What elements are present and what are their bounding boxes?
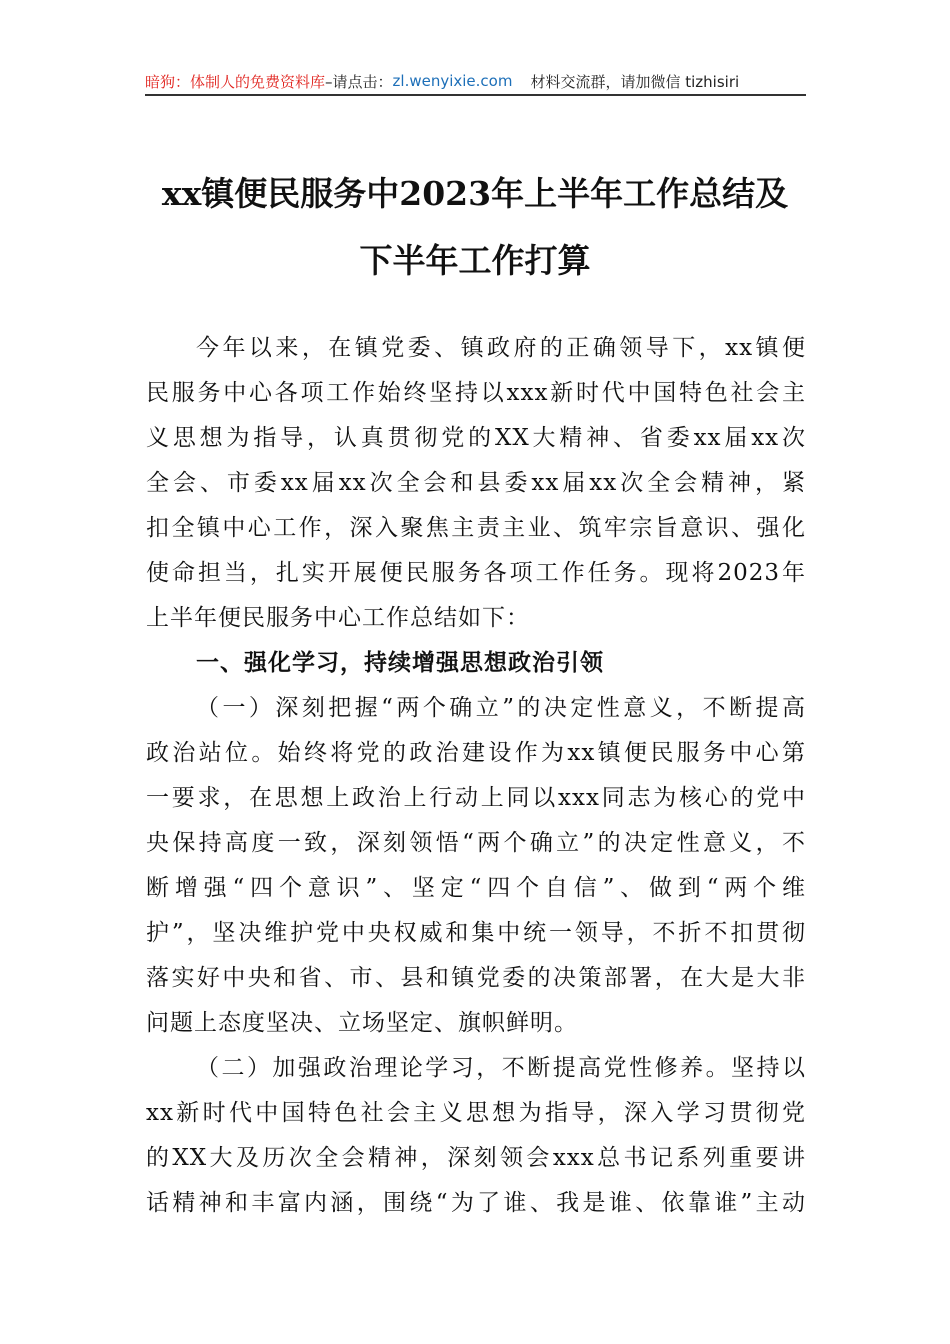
paragraph — [146, 326, 806, 641]
document-body — [146, 326, 806, 1226]
text-line: 政治站位。始终将党的政治建设作为xx镇便民服务中心第 — [146, 740, 806, 766]
document-title — [100, 160, 850, 294]
contact-text: 材料交流群，请加微信 tizhisiri — [530, 72, 740, 91]
click-prompt: –请点击： — [325, 72, 393, 91]
text-line: 使命担当，扎实开展便民服务各项工作任务。现将2023年 — [146, 560, 806, 586]
text-line: 话精神和丰富内涵，围绕“为了谁、我是谁、依靠谁”主动 — [146, 1190, 806, 1216]
paragraph — [146, 686, 806, 1046]
text-line: 落实好中央和省、市、县和镇党委的决策部署，在大是大非 — [146, 965, 806, 991]
header-divider — [145, 94, 806, 96]
text-line: 全会、市委xx届xx次全会和县委xx届xx次全会精神，紧 — [146, 470, 806, 496]
text-line: 一、强化学习，持续增强思想政治引领 — [196, 650, 604, 676]
text-line: 护”，坚决维护党中央权威和集中统一领导，不折不扣贯彻 — [146, 920, 806, 946]
text-line: 扣全镇中心工作，深入聚焦主责主业、筑牢宗旨意识、强化 — [146, 515, 806, 541]
text-line: 民服务中心各项工作始终坚持以xxx新时代中国特色社会主 — [146, 380, 806, 406]
paragraph — [146, 1046, 806, 1226]
text-line: 问题上态度坚决、立场坚定、旗帜鲜明。 — [146, 1010, 578, 1036]
title-line: xx镇便民服务中2023年上半年工作总结及 — [161, 174, 789, 213]
website-link[interactable]: zl.wenyixie.com — [392, 72, 513, 90]
text-line: 今年以来，在镇党委、镇政府的正确领导下，xx镇便 — [196, 335, 806, 361]
promo-text: 暗狗：体制人的免费资料库 — [145, 72, 326, 91]
text-line: 央保持高度一致，深刻领悟“两个确立”的决定性意义，不 — [146, 830, 806, 856]
text-line: （一）深刻把握“两个确立”的决定性意义，不断提高 — [196, 695, 806, 721]
text-line: 断增强“四个意识”、坚定“四个自信”、做到“两个维 — [146, 875, 806, 901]
title-line: 下半年工作打算 — [359, 241, 591, 280]
text-line: （二）加强政治理论学习，不断提高党性修养。坚持以 — [196, 1055, 806, 1081]
text-line: xx新时代中国特色社会主义思想为指导，深入学习贯彻党 — [146, 1100, 806, 1126]
text-line: 一要求，在思想上政治上行动上同以xxx同志为核心的党中 — [146, 785, 806, 811]
section-heading — [146, 641, 806, 686]
text-line: 的XX大及历次全会精神，深刻领会xxx总书记系列重要讲 — [146, 1145, 806, 1171]
page-header-banner — [145, 70, 806, 92]
text-line: 义思想为指导，认真贯彻党的XX大精神、省委xx届xx次 — [146, 425, 806, 451]
text-line: 上半年便民服务中心工作总结如下： — [146, 605, 530, 631]
